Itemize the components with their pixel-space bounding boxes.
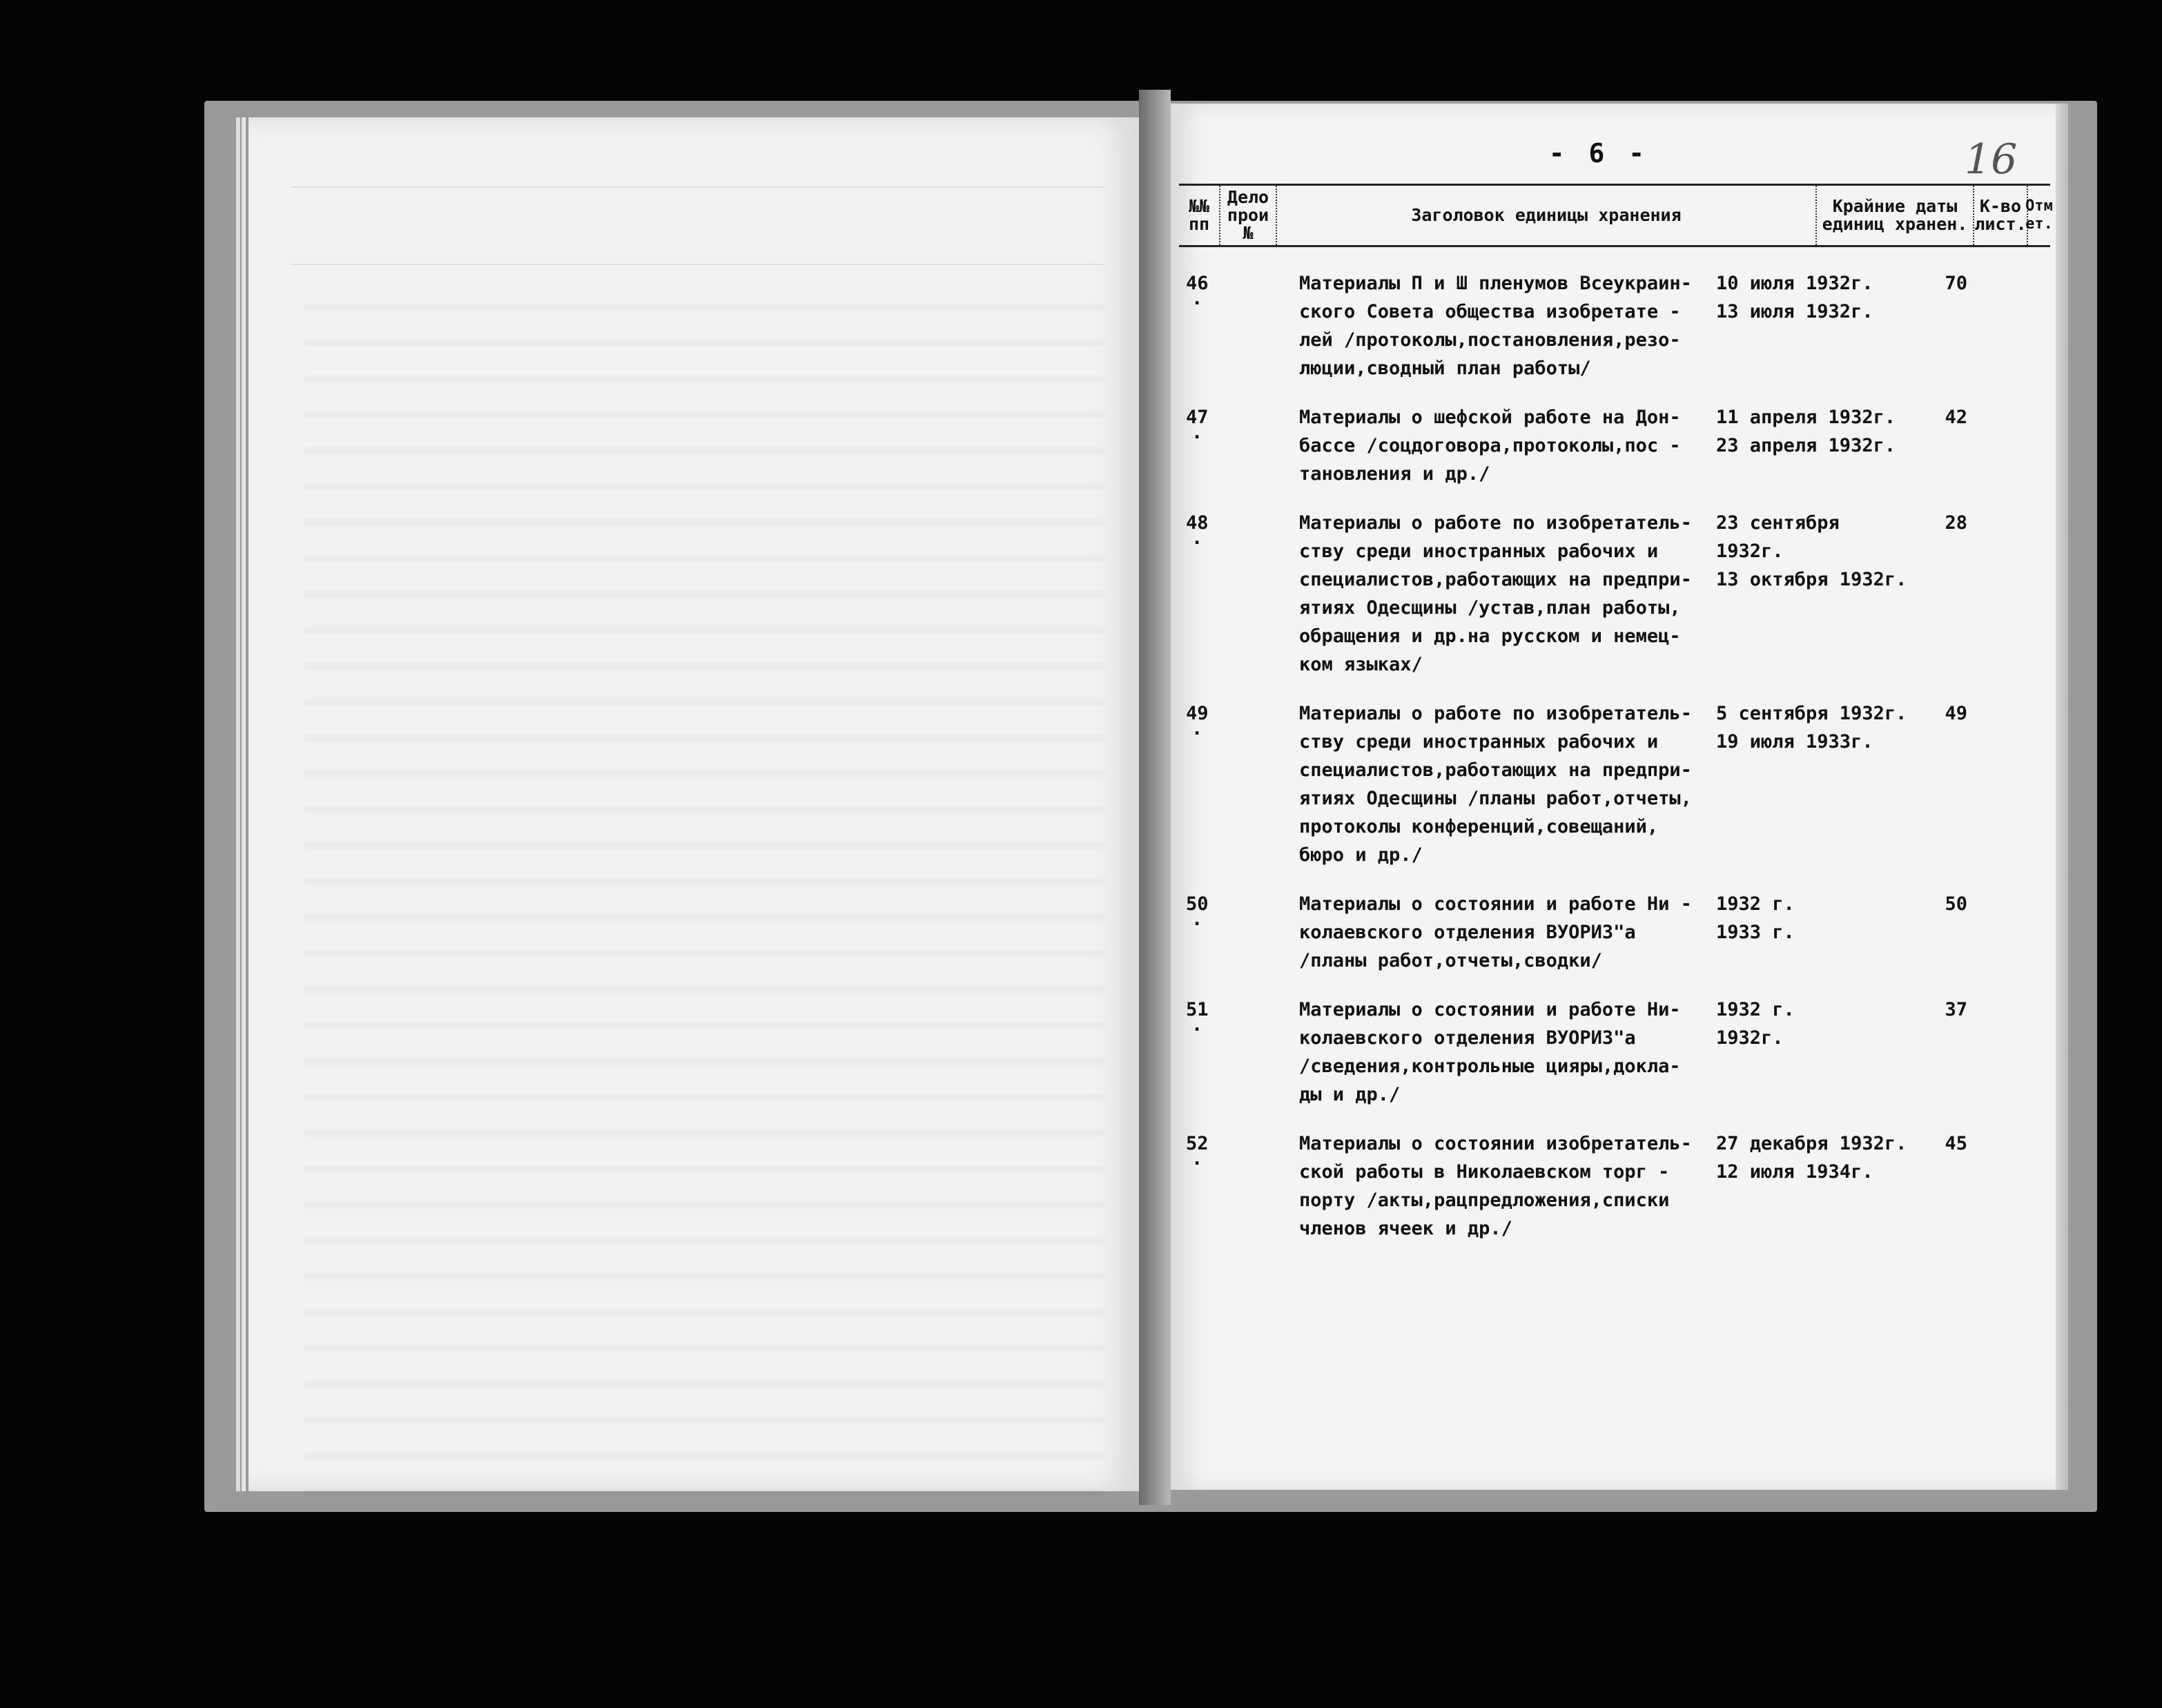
row-sheet-count: 37	[1945, 999, 1967, 1020]
row-dates: 1932 г. 1932г.	[1716, 999, 1795, 1049]
table-row	[1186, 1129, 2049, 1243]
row-dates: 5 сентября 1932г. 19 июля 1933г.	[1716, 703, 1907, 753]
header-case-number: Дело прои №	[1220, 186, 1277, 245]
table-row	[1186, 890, 2049, 975]
row-sheet-count: 45	[1945, 1133, 1967, 1154]
row-title: Материалы о работе по изобретатель- ству среди иностранных рабочих и специалистов,работающих на предпри- ятиях Одесщины /планы работ,отчеты, протоколы конференций,совещаний, бюро и др./	[1299, 703, 1692, 866]
row-dates: 1932 г. 1933 г.	[1716, 893, 1795, 943]
row-sheet-count: 50	[1945, 893, 1967, 915]
header-title: Заголовок единицы хранения	[1277, 186, 1817, 245]
row-dates: 27 декабря 1932г. 12 июля 1934г.	[1716, 1133, 1907, 1183]
book-gutter	[1139, 90, 1171, 1505]
right-page	[1171, 104, 2056, 1490]
page-number: - 6 -	[1548, 138, 1649, 168]
row-title: Материалы о шефской работе на Дон- бассе /соцдоговора,протоколы,пос - тановления и др./	[1299, 407, 1681, 485]
page-edge-stack	[242, 117, 246, 1491]
row-title: Материалы о состоянии и работе Ни - колаевского отделения ВУОРИЗ"а /планы работ,отчеты,сводки/	[1299, 893, 1692, 971]
bleed-through-header	[290, 186, 1104, 265]
bleed-through-text	[304, 276, 1104, 1519]
row-title: Материалы о состоянии и работе Ни- колаевского отделения ВУОРИЗ"а /сведения,контрольные цияры,доклa- ды и др./	[1299, 999, 1681, 1105]
table-row	[1186, 509, 2049, 679]
row-number: 49 .	[1186, 699, 1227, 728]
row-number: 51 .	[1186, 996, 1227, 1024]
table-row	[1186, 699, 2049, 869]
row-number: 52 .	[1186, 1129, 1227, 1158]
row-dates: 11 апреля 1932г. 23 апреля 1932г.	[1716, 407, 1896, 456]
table-row	[1186, 403, 2049, 488]
row-number: 50 .	[1186, 890, 1227, 918]
table-header	[1179, 184, 2053, 247]
header-row-number: №№ пп	[1179, 186, 1220, 245]
right-page-edge	[2056, 104, 2068, 1490]
row-number: 46 .	[1186, 269, 1227, 298]
row-dates: 10 июля 1932г. 13 июля 1932г.	[1716, 273, 1873, 322]
left-page-blank	[249, 117, 1139, 1491]
row-number: 47 .	[1186, 403, 1227, 431]
header-notes: Отм ет.	[2025, 197, 2053, 233]
table-body	[1186, 269, 2049, 1263]
row-title: Материалы о работе по изобретатель- ству среди иностранных рабочих и специалистов,работающих на предпри- ятиях Одесщины /устав,план работы, обращения и др.на русском и немец- ком языках/	[1299, 512, 1692, 675]
header-sheet-count: К-во лист.	[1974, 186, 2028, 245]
row-dates: 23 сентября 1932г. 13 октября 1932г.	[1716, 512, 1907, 590]
row-title: Материалы П и Ш пленумов Всеукраин- ского Совета общества изобретате - лей /протоколы,постановления,резо- люции,сводный план работы/	[1299, 273, 1692, 379]
page-edge-stack	[236, 117, 240, 1491]
row-sheet-count: 70	[1945, 273, 1967, 294]
row-sheet-count: 49	[1945, 703, 1967, 724]
row-number: 48 .	[1186, 509, 1227, 537]
row-sheet-count: 28	[1945, 512, 1967, 534]
table-row	[1186, 269, 2049, 382]
row-title: Материалы о состоянии изобретатель- ской работы в Николаевском торг - порту /акты,рацпредложения,списки членов ячеек и др./	[1299, 1133, 1692, 1239]
table-row	[1186, 996, 2049, 1109]
handwritten-sheet-number: 16	[1965, 135, 2018, 184]
row-sheet-count: 42	[1945, 407, 1967, 428]
header-dates: Крайние даты единиц хранен.	[1817, 186, 1974, 245]
